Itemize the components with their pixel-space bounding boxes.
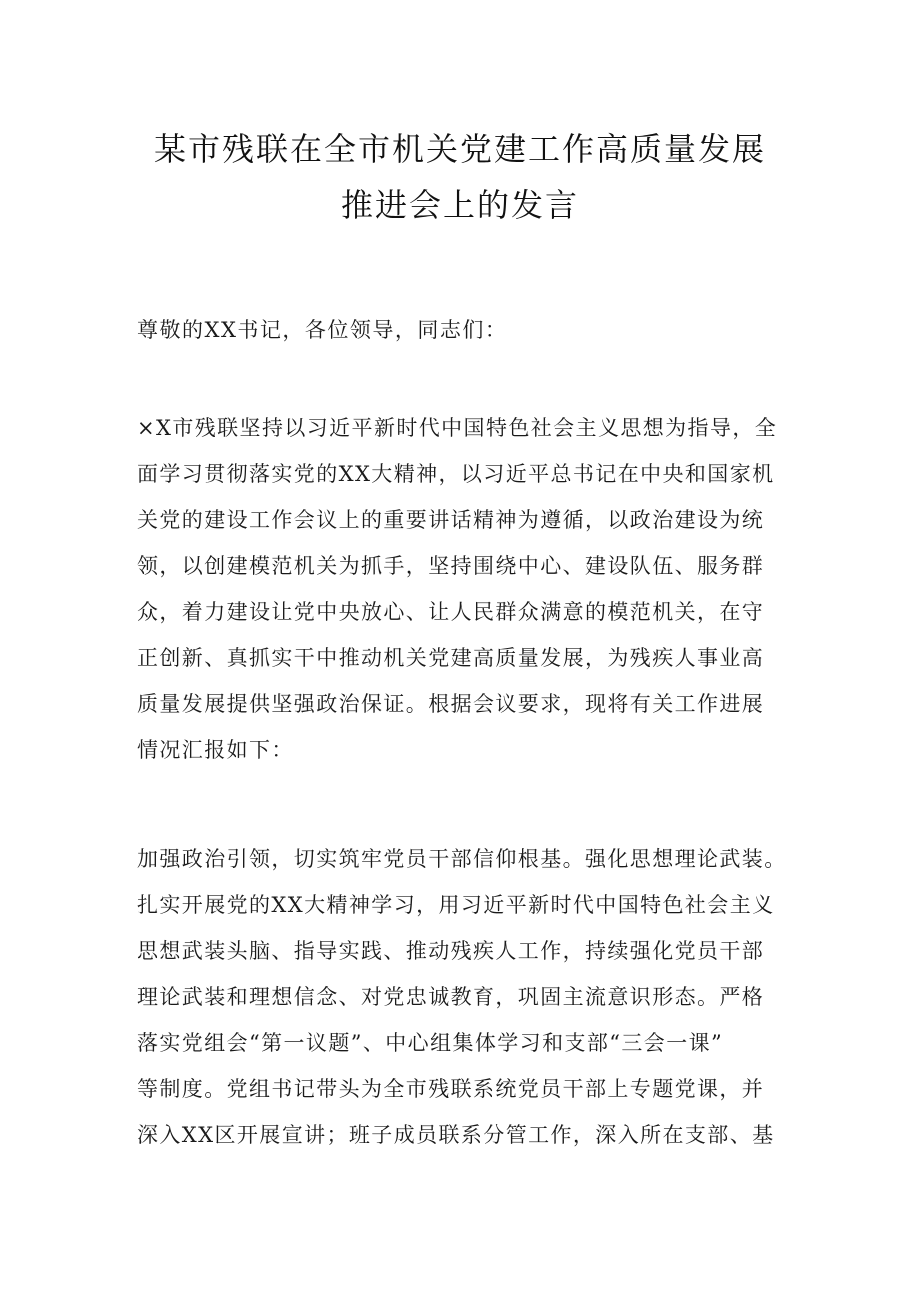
paragraph-line: 理论武装和理想信念、对党忠诚教育，巩固主流意识形态。严格 [137, 985, 765, 1009]
paragraph-line: ×X市残联坚持以习近平新时代中国特色社会主义思想为指导，全 [137, 416, 778, 440]
paragraph-line: 深入XX区开展宣讲；班子成员联系分管工作，深入所在支部、基 [137, 1123, 775, 1147]
paragraph-intro [137, 405, 797, 773]
paragraph-political-guidance [137, 836, 797, 1158]
document-title-line-1: 某市残联在全市机关党建工作高质量发展 [153, 130, 766, 168]
paragraph-line: 加强政治引领，切实筑牢党员干部信仰根基。强化思想理论武装。 [137, 847, 787, 871]
paragraph-line: 正创新、真抓实干中推动机关党建高质量发展，为残疾人事业高 [137, 646, 765, 670]
paragraph-line: 质量发展提供坚强政治保证。根据会议要求，现将有关工作进展 [137, 692, 765, 716]
paragraph-line: 关党的建设工作会议上的重要讲话精神为遵循，以政治建设为统 [137, 508, 765, 532]
paragraph-line: 情况汇报如下： [137, 738, 294, 762]
paragraph-line: 思想武装头脑、指导实践、推动残疾人工作，持续强化党员干部 [137, 939, 765, 963]
document-title-line-2: 推进会上的发言 [340, 186, 579, 224]
paragraph-line: 落实党组会“第一议题”、中心组集体学习和支部“三会一课” [137, 1031, 724, 1055]
paragraph-line: 面学习贯彻落实党的XX大精神，以习近平总书记在中央和国家机 [137, 462, 775, 486]
paragraph-line: 扎实开展党的XX大精神学习，用习近平新时代中国特色社会主义 [137, 893, 775, 917]
paragraph-line: 众，着力建设让党中央放心、让人民群众满意的模范机关，在守 [137, 600, 765, 624]
salutation: 尊敬的XX书记，各位领导，同志们： [137, 318, 508, 342]
paragraph-line: 领，以创建模范机关为抓手，坚持围绕中心、建设队伍、服务群 [137, 554, 765, 578]
paragraph-line: 等制度。党组书记带头为全市残联系统党员干部上专题党课，并 [137, 1077, 765, 1101]
